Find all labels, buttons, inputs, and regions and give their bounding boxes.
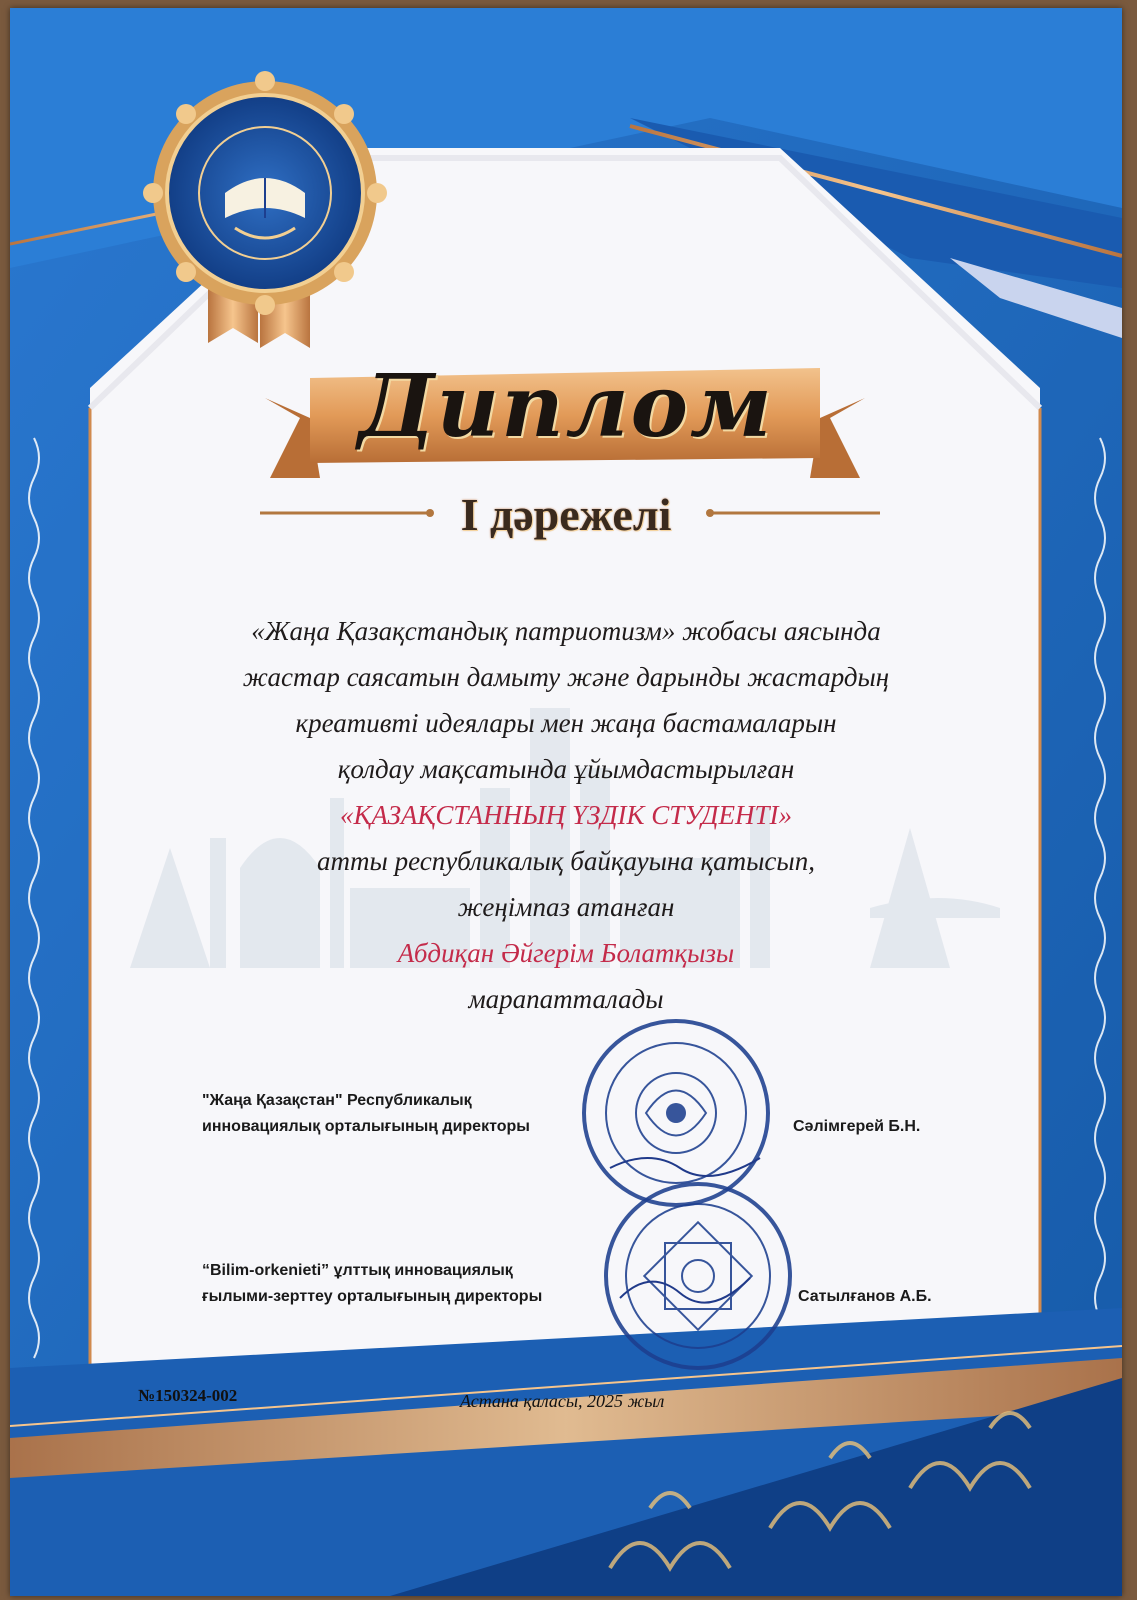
body-line-6: атты республикалық байқауына қатысып, [317, 846, 815, 876]
body-line-9: марапатталады [468, 984, 664, 1014]
sig1-org-line2: инновациялық орталығының директоры [202, 1118, 530, 1135]
signature-block-1-org [202, 1088, 530, 1140]
signature-block-2-org [202, 1258, 542, 1310]
body-line-1: «Жаңа Қазақстандық патриотизм» жобасы аясында [251, 616, 881, 646]
competition-name: «ҚАЗАҚСТАННЫҢ ҮЗДІК СТУДЕНТІ» [340, 800, 792, 830]
body-line-2: жастар саясатын дамыту және дарынды жастардың [242, 662, 890, 692]
body-line-3: креативті идеялары мен жаңа бастамаларын [295, 708, 837, 738]
recipient-name: Абдиқан Әйгерім Болатқызы [397, 938, 735, 968]
sig2-org-line2: ғылыми-зерттеу орталығының директоры [202, 1288, 543, 1305]
signatory-name-2: Сатылғанов А.Б. [798, 1288, 932, 1305]
sig2-org-line1: “Bilim-orkenieti” ұлттық инновациялық [202, 1262, 513, 1279]
body-line-7: жеңімпаз атанған [457, 892, 675, 922]
city-year: Астана қаласы, 2025 жыл [460, 1391, 665, 1411]
sig1-org-line1: "Жаңа Қазақстан" Республикалық [202, 1092, 472, 1109]
diploma-page [10, 8, 1122, 1596]
diploma-body [10, 608, 1122, 1022]
body-line-4: қолдау мақсатында ұйымдастырылған [337, 754, 795, 784]
signatory-name-1: Сәлімгерей Б.Н. [793, 1118, 921, 1135]
diploma-title: Диплом [358, 356, 774, 457]
document-number: №150324-002 [138, 1386, 238, 1405]
diploma-degree: I дәрежелі [460, 489, 672, 540]
